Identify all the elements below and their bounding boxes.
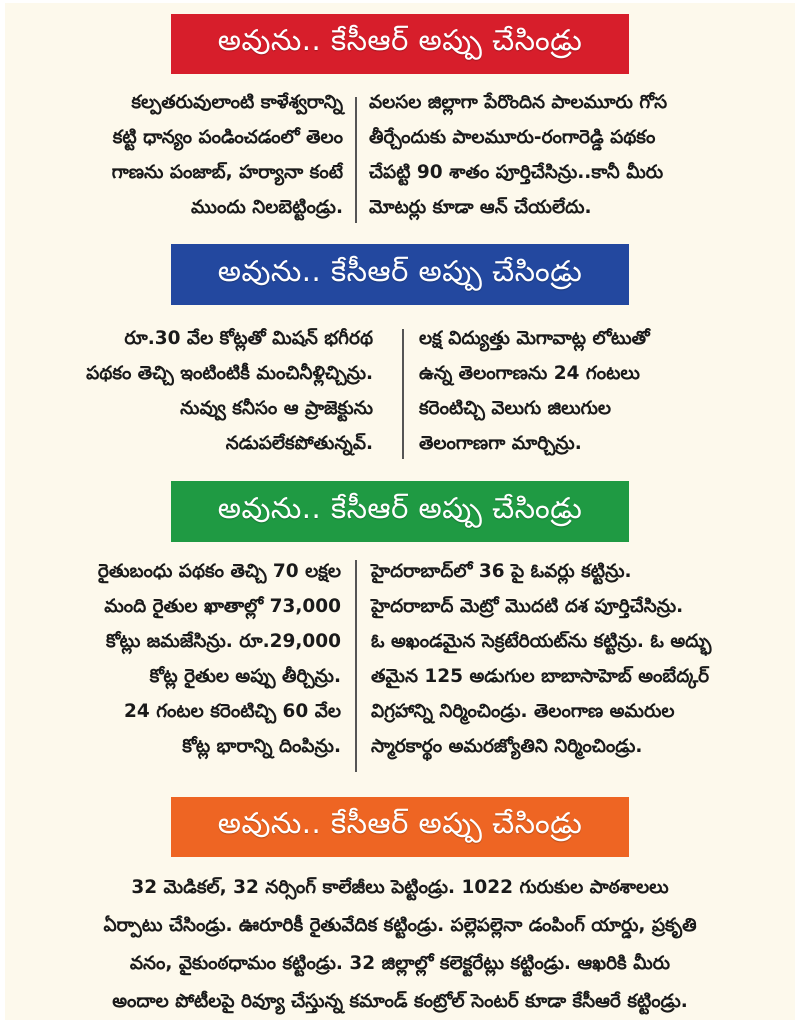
section-3-left-text (25, 554, 341, 764)
banner-green: అవును.. కేసీఆర్ అప్పు చేసిండ్రు (171, 481, 629, 542)
section-1 (5, 85, 795, 235)
text-line: కోట్ల రైతుల అప్పు తీర్చిన్రు. (149, 666, 341, 687)
text-line: ఏర్పాటు చేసిండ్రు. ఊరూరికీ రైతువేదిక కట్టిండ్రు. పల్లెపల్లెనా డంపింగ్ యార్డు, ప్రకృతి (103, 915, 697, 936)
section-2-right-text (419, 321, 789, 461)
text-line: హైదరాబాద్‌లో 36 పై ఓవర్లు కట్టిన్రు. (371, 561, 632, 582)
text-line: రైతుబంధు పథకం తెచ్చి 70 లక్షల (97, 561, 341, 582)
text-line: 32 మెడికల్, 32 నర్సింగ్ కాలేజీలు పెట్టిండ్రు. 1022 గురుకుల పాఠశాలలు (131, 877, 669, 898)
text-line: ఓ అఖండమైన సెక్రటేరియట్‌ను కట్టిన్రు. ఓ అద్భు (371, 631, 712, 652)
section-1-left-text (25, 85, 343, 225)
text-line: వనం, వైకుంఠధామం కట్టిండ్రు. 32 జిల్లాల్లో కలెక్టరేట్లు కట్టిండ్రు. ఆఖరికి మీరు (129, 953, 671, 974)
text-line: నడుపలేకపోతున్నవ్. (225, 433, 373, 454)
text-line: విగ్రహాన్ని నిర్మించిండ్రు. తెలంగాణ అమరుల (371, 701, 675, 722)
section-3-right-text (371, 554, 791, 764)
text-line: చేపట్టి 90 శాతం పూర్తిచేసిన్రు..కానీ మీరు (369, 162, 664, 183)
section-4-text (25, 869, 775, 1021)
text-line: రూ.30 వేల కోట్లతో మిషన్ భగీరథ (124, 328, 373, 349)
text-line: కోట్లు జమజేసిన్రు. రూ.29,000 (105, 631, 341, 652)
text-line: హైదరాబాద్ మెట్రో మొదటి దశ పూర్తిచేసిన్రు. (371, 596, 684, 617)
text-line: కట్టి ధాన్యం పండించడంలో తెలం (112, 127, 343, 148)
text-line: కల్పతరువులాంటి కాళేశ్వరాన్ని (131, 92, 343, 113)
text-line: మోటర్లు కూడా ఆన్ చేయలేదు. (369, 197, 592, 218)
article-page (5, 3, 795, 1020)
section-1-right-text (369, 85, 789, 225)
text-line: మంది రైతుల ఖాతాల్లో 73,000 (104, 596, 341, 617)
text-line: అందాల పోటీలపై రివ్యూ చేస్తున్న కమాండ్ కంట్రోల్ సెంటర్ కూడా కేసీఆరే కట్టిండ్రు. (112, 991, 688, 1012)
text-line: తమైన 125 అడుగుల బాబాసాహెబ్ అంబేద్కర్ (371, 666, 710, 687)
banner-orange: అవును.. కేసీఆర్ అప్పు చేసిండ్రు (171, 797, 629, 857)
column-divider (402, 329, 404, 459)
text-line: పథకం తెచ్చి ఇంటింటికీ మంచినీళ్లిచ్చిన్రు. (86, 363, 373, 384)
column-divider (355, 560, 357, 772)
text-line: గాణను పంజాబ్, హర్యానా కంటే (111, 162, 343, 183)
text-line: తెలంగాణగా మార్చిన్రు. (419, 433, 582, 454)
text-line: ఉన్న తెలంగాణను 24 గంటలు (419, 363, 640, 384)
column-divider (355, 97, 357, 223)
text-line: కోట్ల భారాన్ని దింపిన్రు. (182, 736, 341, 757)
banner-red: అవును.. కేసీఆర్ అప్పు చేసిండ్రు (171, 14, 629, 74)
section-2 (5, 321, 795, 471)
text-line: తీర్చేందుకు పాలమూరు-రంగారెడ్డి పథకం (369, 127, 656, 148)
text-line: ముందు నిలబెట్టిండ్రు. (190, 197, 343, 218)
banner-blue: అవును.. కేసీఆర్ అప్పు చేసిండ్రు (171, 244, 629, 305)
text-line: లక్ష విద్యుత్తు మెగావాట్ల లోటుతో (419, 328, 650, 349)
section-2-left-text (25, 321, 373, 461)
section-3 (5, 554, 795, 779)
text-line: కరెంటిచ్చి వెలుగు జిలుగుల (419, 398, 611, 419)
text-line: వలసల జిల్లాగా పేరొందిన పాలమూరు గోస (369, 92, 668, 113)
text-line: స్మారకార్థం అమరజ్యోతిని నిర్మించిండ్రు. (371, 736, 643, 757)
text-line: నువ్వు కనీసం ఆ ప్రాజెక్టును (180, 398, 373, 419)
text-line: 24 గంటల కరెంటిచ్చి 60 వేల (124, 701, 341, 722)
